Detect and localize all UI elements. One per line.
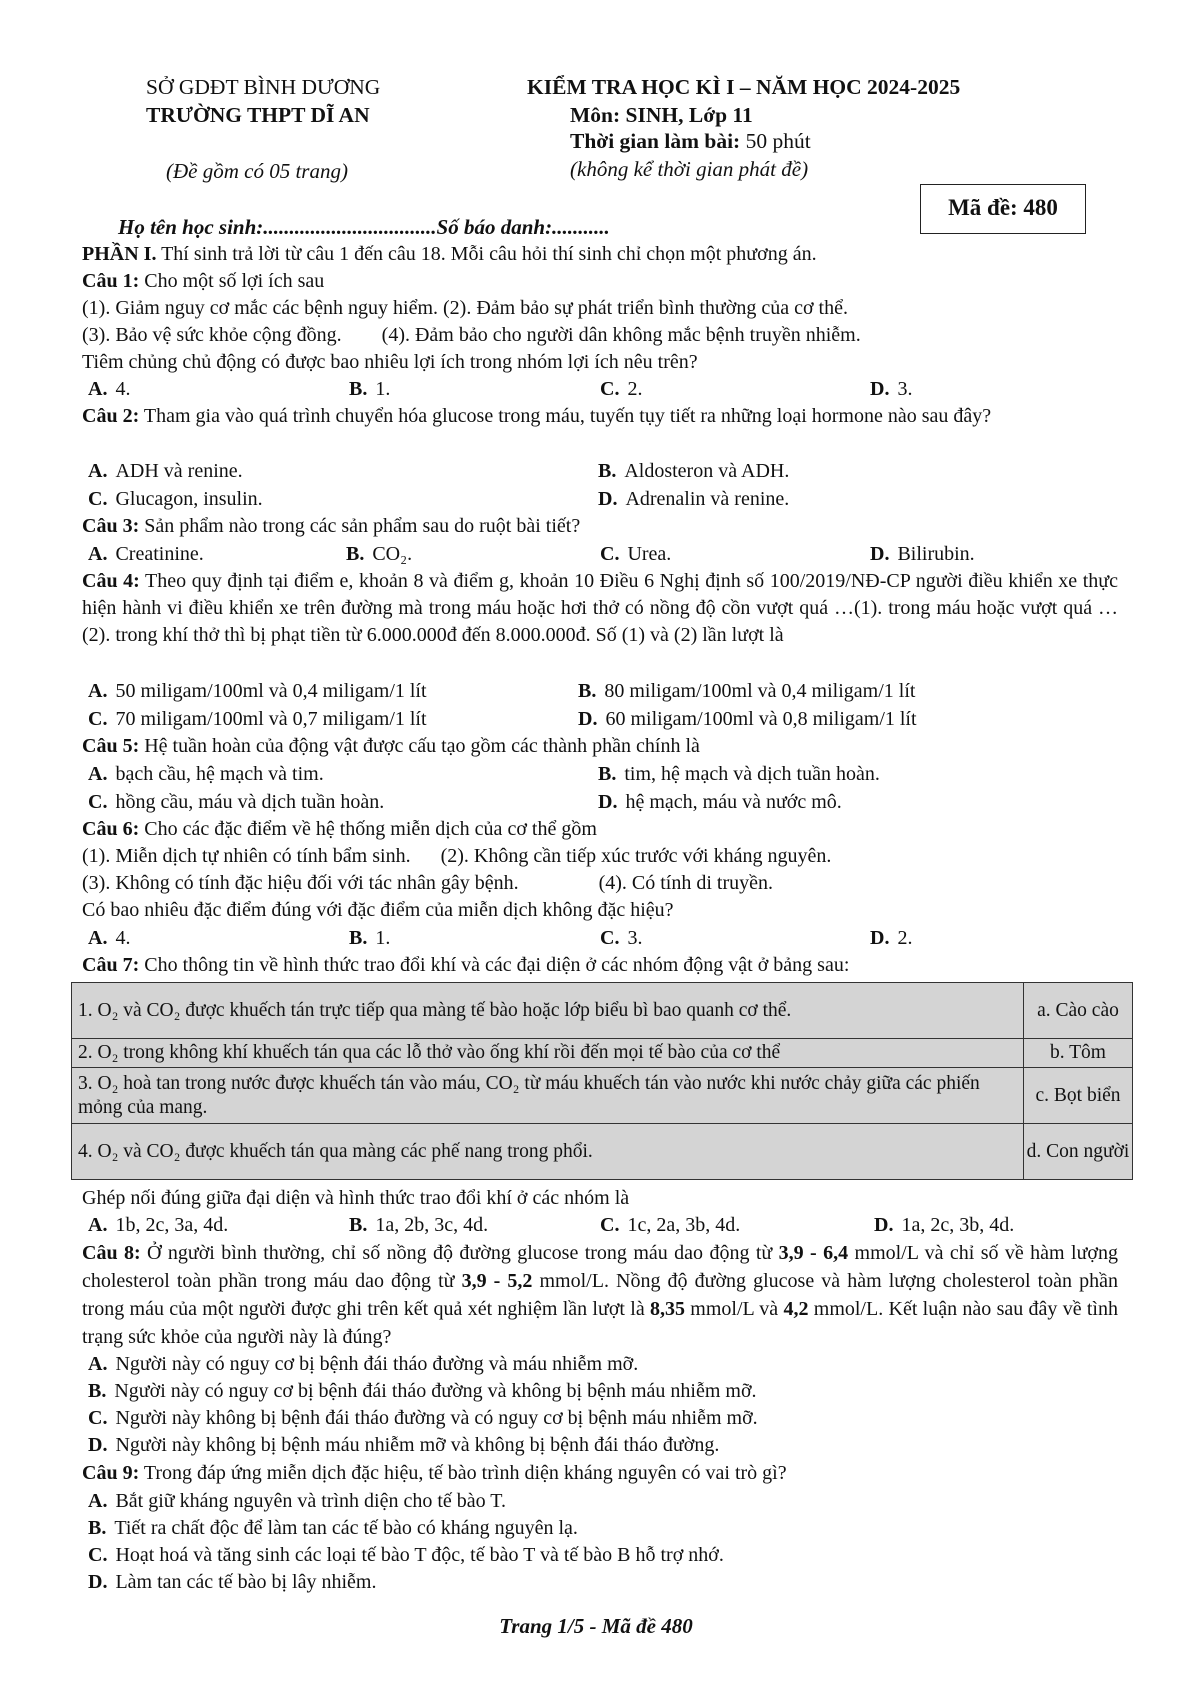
q2-option-d[interactable]	[598, 486, 789, 513]
q1-option-d[interactable]	[870, 376, 912, 403]
q5-option-d[interactable]	[598, 789, 842, 816]
option-text: ADH và renine.	[115, 460, 243, 482]
q5-option-a[interactable]	[88, 761, 324, 788]
option-letter: A.	[88, 927, 108, 949]
option-letter: A.	[88, 680, 108, 702]
gas-exchange-table	[71, 982, 1133, 1180]
question-text: Theo quy định tại điểm e, khoản 8 và điểm g, khoản 10 Điều 6 Nghị định số 100/2019/NĐ-CP người điều khiển xe thực hiện hành vi điều khiển xe trên đường mà trong máu hoặc hơi thở có nồng độ cồn vượt quá …(1). trong máu hoặc vượt quá …(2). trong khí thở thì bị phạt tiền từ 6.000.000đ đến 8.000.000đ. Số (1) và (2) lần lượt là	[82, 570, 1118, 646]
q2-option-c[interactable]	[88, 486, 263, 513]
question-9-stem	[82, 1460, 1122, 1487]
part-1-text: Thí sinh trả lời từ câu 1 đến câu 18. Mỗi câu hỏi thí sinh chỉ chọn một phương án.	[156, 243, 817, 265]
question-label: Câu 2:	[82, 405, 140, 427]
q7-option-b[interactable]	[349, 1212, 488, 1239]
option-text: 60 miligam/100ml và 0,8 miligam/1 lít	[605, 708, 917, 730]
q1-option-b[interactable]	[349, 376, 390, 403]
option-text: Adrenalin và renine.	[625, 488, 790, 510]
option-text: CO₂.	[372, 543, 413, 565]
option-text: Bilirubin.	[897, 543, 975, 565]
option-text: 1c, 2a, 3b, 4d.	[627, 1214, 741, 1236]
glucose-result: 8,35	[650, 1298, 685, 1320]
time-label: Thời gian làm bài:	[570, 129, 741, 153]
option-letter: A.	[88, 1490, 108, 1512]
question-text: Cho thông tin về hình thức trao đổi khí và các đại diện ở các nhóm động vật ở bảng sau:	[139, 954, 850, 976]
question-text: Trong đáp ứng miễn dịch đặc hiệu, tế bào trình diện kháng nguyên có vai trò gì?	[139, 1462, 787, 1484]
option-text: 1a, 2b, 3c, 4d.	[375, 1214, 489, 1236]
option-letter: C.	[600, 543, 620, 565]
subject: Môn: SINH, Lớp 11	[570, 103, 753, 127]
option-text: 2.	[627, 378, 643, 400]
q6-option-b[interactable]	[349, 925, 390, 952]
exchange-form-cell: 3. O₂ hoà tan trong nước được khuếch tán vào máu, CO₂ từ máu khuếch tán vào nước khi nước chảy giữa các phiến mỏng của mang.	[72, 1068, 1024, 1124]
option-letter: D.	[88, 1571, 108, 1593]
question-4-stem	[82, 568, 1118, 649]
table-row	[72, 1039, 1133, 1068]
question-6-item-line: (1). Miễn dịch tự nhiên có tính bẩm sinh. (2). Không cần tiếp xúc trước với kháng nguyên.	[82, 845, 832, 867]
q3-option-b[interactable]	[346, 541, 412, 568]
option-letter: D.	[578, 708, 598, 730]
option-letter: B.	[598, 460, 617, 482]
page-footer: Trang 1/5 - Mã đề 480	[499, 1614, 693, 1638]
question-7-prompt: Ghép nối đúng giữa đại diện và hình thức trao đổi khí ở các nhóm là	[82, 1187, 630, 1209]
part-1-label: PHẦN I.	[82, 243, 157, 265]
option-letter: A.	[88, 763, 108, 785]
option-letter: B.	[578, 680, 597, 702]
q4-option-b[interactable]	[578, 678, 915, 705]
q8-option-c[interactable]	[88, 1405, 758, 1432]
exam-code: Mã đề: 480	[920, 184, 1086, 234]
question-1-item-line: (1). Giảm nguy cơ mắc các bệnh nguy hiểm. (2). Đảm bảo sự phát triển bình thường của cơ thể.	[82, 297, 848, 319]
option-text: Làm tan các tế bào bị lây nhiễm.	[115, 1571, 377, 1593]
question-text: Cho các đặc điểm về hệ thống miễn dịch của cơ thể gồm	[139, 818, 597, 840]
option-text: hệ mạch, máu và nước mô.	[625, 791, 842, 813]
time-allowed	[570, 128, 811, 155]
question-text: Tham gia vào quá trình chuyển hóa glucose trong máu, tuyến tụy tiết ra những loại hormone nào sau đây?	[139, 405, 992, 427]
option-text: tim, hệ mạch và dịch tuần hoàn.	[624, 763, 880, 785]
option-text: Tiết ra chất độc để làm tan các tế bào có kháng nguyên lạ.	[114, 1517, 578, 1539]
question-label: Câu 9:	[82, 1462, 140, 1484]
question-text: mmol/L và chỉ số về hàm lượng cholesterol toàn phần trong máu dao động từ	[82, 1242, 1118, 1292]
question-label: Câu 8:	[82, 1242, 141, 1264]
option-letter: D.	[88, 1434, 108, 1456]
option-text: 1.	[375, 378, 391, 400]
q5-option-b[interactable]	[598, 761, 880, 788]
option-text: 3.	[627, 927, 643, 949]
option-letter: A.	[88, 460, 108, 482]
glucose-range: 3,9 - 6,4	[778, 1242, 849, 1264]
q5-option-c[interactable]	[88, 789, 384, 816]
cholesterol-range: 3,9 - 5,2	[461, 1270, 533, 1292]
question-8-stem	[82, 1239, 1118, 1351]
q9-option-a[interactable]	[88, 1488, 506, 1515]
question-text: mmol/L. Nồng độ đường glucose và hàm lượng cholesterol toàn phần trong máu của một người được ghi trên kết quả xét nghiệm lần lượt là	[82, 1270, 1118, 1320]
q3-option-c[interactable]	[600, 541, 671, 568]
option-letter: C.	[88, 1544, 108, 1566]
option-letter: C.	[88, 1407, 108, 1429]
q8-option-d[interactable]	[88, 1432, 719, 1459]
q1-option-a[interactable]	[88, 376, 130, 403]
option-letter: A.	[88, 543, 108, 565]
option-letter: D.	[870, 378, 890, 400]
option-text: 4.	[115, 378, 131, 400]
option-letter: B.	[349, 1214, 368, 1236]
table-row	[72, 1124, 1133, 1180]
question-7-stem	[82, 952, 1122, 979]
option-letter: A.	[88, 378, 108, 400]
question-1-item-line: (3). Bảo vệ sức khỏe cộng đồng. (4). Đảm bảo cho người dân không mắc bệnh truyền nhiễm.	[82, 324, 861, 346]
option-letter: C.	[88, 791, 108, 813]
option-text: Creatinine.	[115, 543, 204, 565]
option-text: hồng cầu, máu và dịch tuần hoàn.	[115, 791, 385, 813]
table-row	[72, 983, 1133, 1039]
time-note: (không kể thời gian phát đề)	[570, 157, 809, 181]
option-text: 3.	[897, 378, 913, 400]
q2-option-b[interactable]	[598, 458, 789, 485]
option-text: Glucagon, insulin.	[115, 488, 263, 510]
exchange-form-cell: 2. O₂ trong không khí khuếch tán qua các lỗ thở vào ống khí rồi đến mọi tế bào của cơ thể	[72, 1039, 1024, 1068]
option-text: bạch cầu, hệ mạch và tim.	[115, 763, 324, 785]
option-letter: A.	[88, 1214, 108, 1236]
option-letter: B.	[88, 1517, 107, 1539]
question-text: Cho một số lợi ích sau	[139, 270, 325, 292]
option-text: 50 miligam/100ml và 0,4 miligam/1 lít	[115, 680, 427, 702]
option-letter: B.	[88, 1380, 107, 1402]
question-6-item-line: (3). Không có tính đặc hiệu đối với tác nhân gây bệnh. (4). Có tính di truyền.	[82, 872, 773, 894]
option-text: Người này không bị bệnh đái tháo đường và có nguy cơ bị bệnh máu nhiễm mỡ.	[115, 1407, 758, 1429]
option-text: Hoạt hoá và tăng sinh các loại tế bào T độc, tế bào T và tế bào B hỗ trợ nhớ.	[115, 1544, 724, 1566]
exam-title: KIỂM TRA HỌC KÌ I – NĂM HỌC 2024-2025	[527, 75, 961, 99]
cholesterol-result: 4,2	[783, 1298, 809, 1320]
question-6-prompt: Có bao nhiêu đặc điểm đúng với đặc điểm của miễn dịch không đặc hiệu?	[82, 899, 674, 921]
question-text: Ở người bình thường, chỉ số nồng độ đường glucose trong máu dao động từ	[140, 1242, 779, 1264]
question-6-stem	[82, 816, 1122, 843]
representative-cell: a. Cào cào	[1024, 983, 1133, 1039]
q6-option-a[interactable]	[88, 925, 130, 952]
q4-option-c[interactable]	[88, 706, 427, 733]
q7-option-a[interactable]	[88, 1212, 228, 1239]
option-text: Người này không bị bệnh máu nhiễm mỡ và không bị bệnh đái tháo đường.	[115, 1434, 720, 1456]
department-name: SỞ GDĐT BÌNH DƯƠNG	[146, 75, 381, 99]
option-letter: C.	[600, 927, 620, 949]
option-letter: D.	[598, 488, 618, 510]
student-info-line: Họ tên học sinh:.................................Số báo danh:...........	[118, 215, 610, 239]
exchange-form-cell: 4. O₂ và CO₂ được khuếch tán qua màng các phế nang trong phổi.	[72, 1124, 1024, 1180]
q4-option-d[interactable]	[578, 706, 917, 733]
question-1-stem	[82, 268, 1122, 295]
q8-option-a[interactable]	[88, 1351, 638, 1378]
pages-note: (Đề gồm có 05 trang)	[166, 159, 348, 183]
representative-cell: c. Bọt biển	[1024, 1068, 1133, 1124]
q8-option-b[interactable]	[88, 1378, 757, 1405]
q3-option-d[interactable]	[870, 541, 975, 568]
option-letter: D.	[870, 927, 890, 949]
option-text: Người này có nguy cơ bị bệnh đái tháo đường và máu nhiễm mỡ.	[115, 1353, 639, 1375]
q1-option-c[interactable]	[600, 376, 642, 403]
question-5-stem	[82, 733, 1122, 760]
option-text: Bắt giữ kháng nguyên và trình diện cho tế bào T.	[115, 1490, 507, 1512]
option-letter: D.	[874, 1214, 894, 1236]
q9-option-c[interactable]	[88, 1542, 724, 1569]
option-letter: C.	[88, 708, 108, 730]
option-letter: D.	[598, 791, 618, 813]
question-label: Câu 4:	[82, 570, 140, 592]
option-text: 1a, 2c, 3b, 4d.	[901, 1214, 1015, 1236]
question-text: Sản phẩm nào trong các sản phẩm sau do ruột bài tiết?	[139, 515, 581, 537]
option-letter: B.	[346, 543, 365, 565]
question-label: Câu 6:	[82, 818, 140, 840]
q7-option-d[interactable]	[874, 1212, 1014, 1239]
option-text: 2.	[897, 927, 913, 949]
question-2-stem	[82, 403, 1118, 430]
school-name: TRƯỜNG THPT DĨ AN	[146, 103, 370, 127]
q3-option-a[interactable]	[88, 541, 204, 568]
question-label: Câu 1:	[82, 270, 140, 292]
question-label: Câu 5:	[82, 735, 140, 757]
option-text: 4.	[115, 927, 131, 949]
option-text: Aldosteron và ADH.	[624, 460, 790, 482]
question-text: mmol/L. Kết luận nào sau đây về tình trạng sức khỏe của người này là đúng?	[82, 1298, 1118, 1348]
option-letter: D.	[870, 543, 890, 565]
exchange-form-cell: 1. O₂ và CO₂ được khuếch tán trực tiếp qua màng tế bào hoặc lớp biểu bì bao quanh cơ thể.	[72, 983, 1024, 1039]
option-text: 70 miligam/100ml và 0,7 miligam/1 lít	[115, 708, 427, 730]
option-letter: C.	[88, 488, 108, 510]
q6-option-d[interactable]	[870, 925, 912, 952]
representative-cell: d. Con người	[1024, 1124, 1133, 1180]
option-text: Urea.	[627, 543, 672, 565]
q2-option-a[interactable]	[88, 458, 243, 485]
option-text: 1.	[375, 927, 391, 949]
option-letter: B.	[349, 378, 368, 400]
question-text: mmol/L và	[685, 1298, 784, 1320]
option-letter: B.	[598, 763, 617, 785]
option-letter: B.	[349, 927, 368, 949]
q6-option-c[interactable]	[600, 925, 642, 952]
table-row	[72, 1068, 1133, 1124]
q9-option-b[interactable]	[88, 1515, 578, 1542]
option-text: Người này có nguy cơ bị bệnh đái tháo đường và không bị bệnh máu nhiễm mỡ.	[114, 1380, 757, 1402]
q9-option-d[interactable]	[88, 1569, 376, 1596]
question-label: Câu 7:	[82, 954, 140, 976]
part-1-instructions	[82, 241, 1122, 268]
time-value: 50 phút	[740, 129, 811, 153]
option-letter: A.	[88, 1353, 108, 1375]
question-label: Câu 3:	[82, 515, 140, 537]
q7-option-c[interactable]	[600, 1212, 740, 1239]
option-letter: C.	[600, 1214, 620, 1236]
option-letter: C.	[600, 378, 620, 400]
q4-option-a[interactable]	[88, 678, 427, 705]
question-text: Hệ tuần hoàn của động vật được cấu tạo gồm các thành phần chính là	[139, 735, 700, 757]
question-3-stem	[82, 513, 1122, 540]
representative-cell: b. Tôm	[1024, 1039, 1133, 1068]
option-text: 1b, 2c, 3a, 4d.	[115, 1214, 229, 1236]
option-text: 80 miligam/100ml và 0,4 miligam/1 lít	[604, 680, 916, 702]
question-1-prompt: Tiêm chủng chủ động có được bao nhiêu lợi ích trong nhóm lợi ích nêu trên?	[82, 351, 698, 373]
